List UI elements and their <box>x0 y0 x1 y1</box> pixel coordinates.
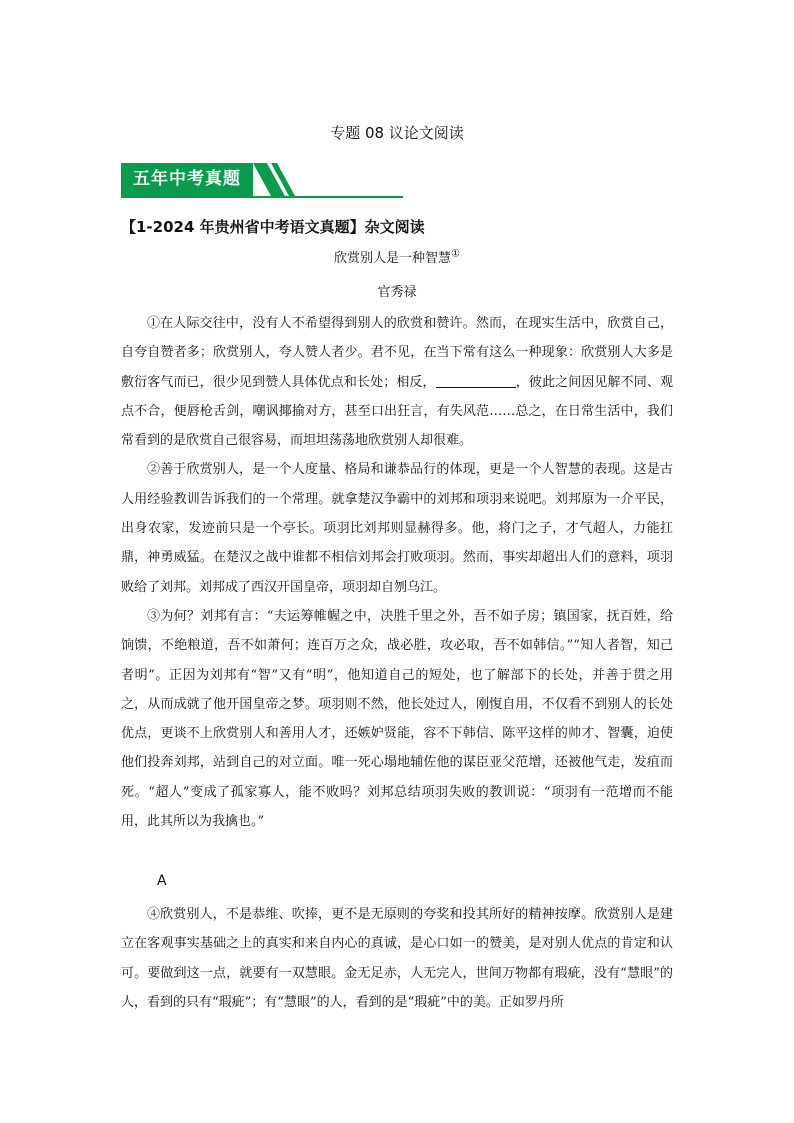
section-banner-label: 五年中考真题 <box>133 169 241 189</box>
article-title-text: 欣赏别人是一种智慧 <box>334 251 452 266</box>
article-title-footnote-mark: ① <box>451 248 460 260</box>
article-body-continued <box>121 900 673 1017</box>
paragraph-2: ②善于欣赏别人，是一个人度量、格局和谦恭品行的体现，更是一个人智慧的表现。这是古人用经验教训告诉我们的一个常理。就拿楚汉争霸中的刘邦和项羽来说吧。刘邦原为一介平民，出身农家，发迹前只是一个亭长。项羽比刘邦则显赫得多。他，将门之子，才气超人，力能扛鼎，神勇威猛。在楚汉之战中谁都不相信刘邦会打败项羽。然而，事实却超出人们的意料，项羽败给了刘邦。刘邦成了西汉开国皇帝，项羽却自刎乌江。 <box>121 462 673 595</box>
blank-marker-a: A <box>157 873 167 889</box>
article-body <box>121 309 673 836</box>
article-title <box>0 247 794 266</box>
question-heading: 【1-2024 年贵州省中考语文真题】杂文阅读 <box>121 218 425 236</box>
section-banner <box>121 163 403 199</box>
paragraph-3: ③为何？刘邦有言：“夫运筹帷幄之中，决胜千里之外，吾不如子房；镇国家，抚百姓，给饷馈，不绝粮道，吾不如萧何；连百万之众，战必胜，攻必取，吾不如韩信。”“知人者智，知己者明”。正因为刘邦有“智”又有“明”，他知道自己的短处，也了解部下的长处，并善于贯之用之，从而成就了他开国皇帝之梦。项羽则不然，他长处过人，刚愎自用，不仅看不到别人的长处优点，更谈不上欣赏别人和善用人才，还嫉妒贤能，容不下韩信、陈平这样的帅才、智囊，迫使他们投奔刘邦，站到自己的对立面。唯一死心塌地辅佐他的谋臣亚父范增，还被他气走，发疽而死。“超人”变成了孤家寡人，能不败吗？刘邦总结项羽失败的教训说：“项羽有一范增而不能用，此其所以为我擒也。” <box>121 608 673 830</box>
document-title: 专题 08 议论文阅读 <box>330 124 464 142</box>
banner-underline <box>121 196 403 198</box>
paragraph-1 <box>121 309 673 455</box>
paragraph-1-text-a: ①在人际交往中，没有人不希望得到别人的欣赏和赞许。然而，在现实生活中，欣赏自己，自夸自赞者多；欣赏别人，夸人赞人者少。君不见，在当下常有这么一种现象：欣赏别人大多是敷衍客气而已，很少见到赞人具体优点和长处；相反， <box>121 316 673 390</box>
article-author: 官秀禄 <box>377 285 417 300</box>
paragraph-4: ④欣赏别人，不是恭维、吹捧，更不是无原则的夸奖和投其所好的精神按摩。欣赏别人是建立在客观事实基础之上的真实和来自内心的真诚，是心口如一的赞美，是对别人优点的肯定和认可。要做到这一点，就要有一双慧眼。金无足赤，人无完人，世间万物都有瑕疵，没有“慧眼”的人，看到的只有“瑕疵”；有“慧眼”的人，看到的是“瑕疵”中的美。正如罗丹所 <box>121 907 673 1010</box>
paragraph-1-text-b: ，彼此之间因见解不同、观点不合，便唇枪舌剑，嘲讽揶揄对方，甚至口出狂言，有失风范……总之，在日常生活中，我们常看到的是欣赏自己很容易，而坦坦荡荡地欣赏别人却很难。 <box>121 374 673 449</box>
fill-in-blank[interactable] <box>436 373 516 388</box>
